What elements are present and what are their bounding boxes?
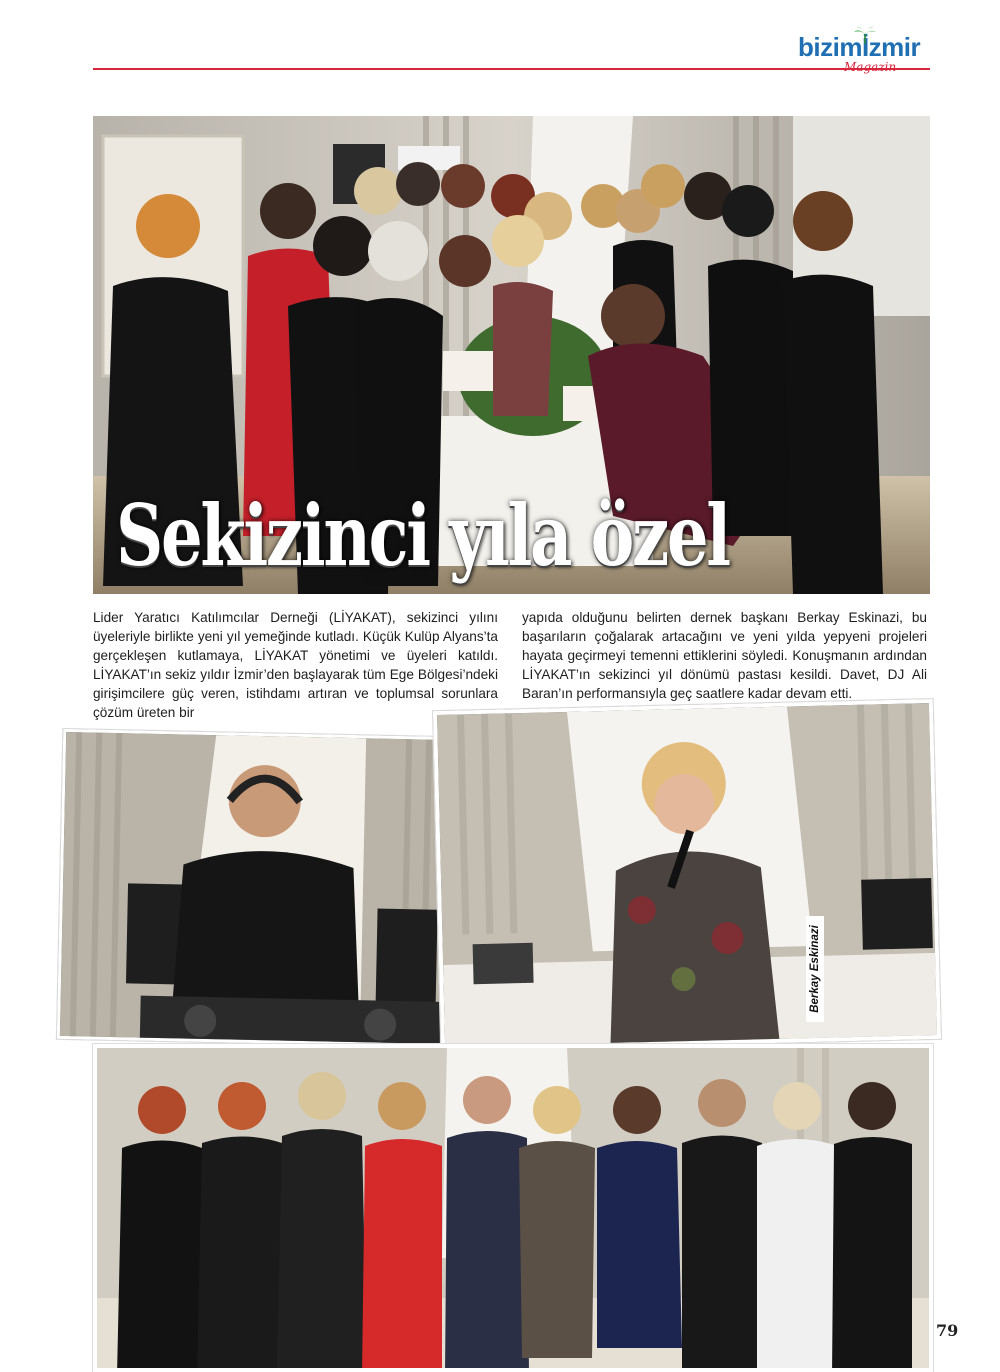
dj-photo [57,729,455,1047]
speaker-photo-illustration [437,703,941,1051]
palm-tree-icon [854,26,876,44]
photo-caption [806,916,824,1022]
article-column-1: Lider Yaratıcı Katılımcılar Derneği (LİYAKAT), sekizinci yılını üyeleriyle birlikte yeni yıl yemeğinde kutladı. Küçük Kulüp Alyans’ta gerçekleşen kutlamaya, LİYAKAT yönetimi ve üyeleri katıldı. LİYAKAT’ın sekiz yıldır İzmir’den başlayarak tüm Ege Bölgesi’ndeki girişimcilere güç veren, istihdamı artıran ve toplumsal sorunlara çözüm üreten bir [93,610,498,720]
article-column-2: yapıda olduğunu belirten dernek başkanı Berkay Eskinazi, bu başarıların çoğalarak artacağını ve yeni yılda yepyeni projeleri hayata geçirmeyi temenni ettiklerini söyledi. Konuşmanın ardından LİYAKAT’ın sekizinci yıl dönümü pastası kesildi. Davet, DJ Ali Baran’ın performansıyla geç saatlere kadar devam etti. [522,610,927,701]
logo-subtitle: Magazin [844,60,897,74]
magazine-logo [798,32,938,78]
group-photo [93,1044,933,1372]
group-photo-illustration [97,1048,933,1372]
logo-text: bizimİzmir [798,32,921,62]
speaker-photo [433,699,941,1051]
article-title: Sekizinci yıla özel [116,486,729,585]
dj-photo-illustration [60,732,455,1047]
page-number: 79 [936,1321,959,1340]
photo-caption-text: Berkay Eskinazi [809,925,821,1013]
